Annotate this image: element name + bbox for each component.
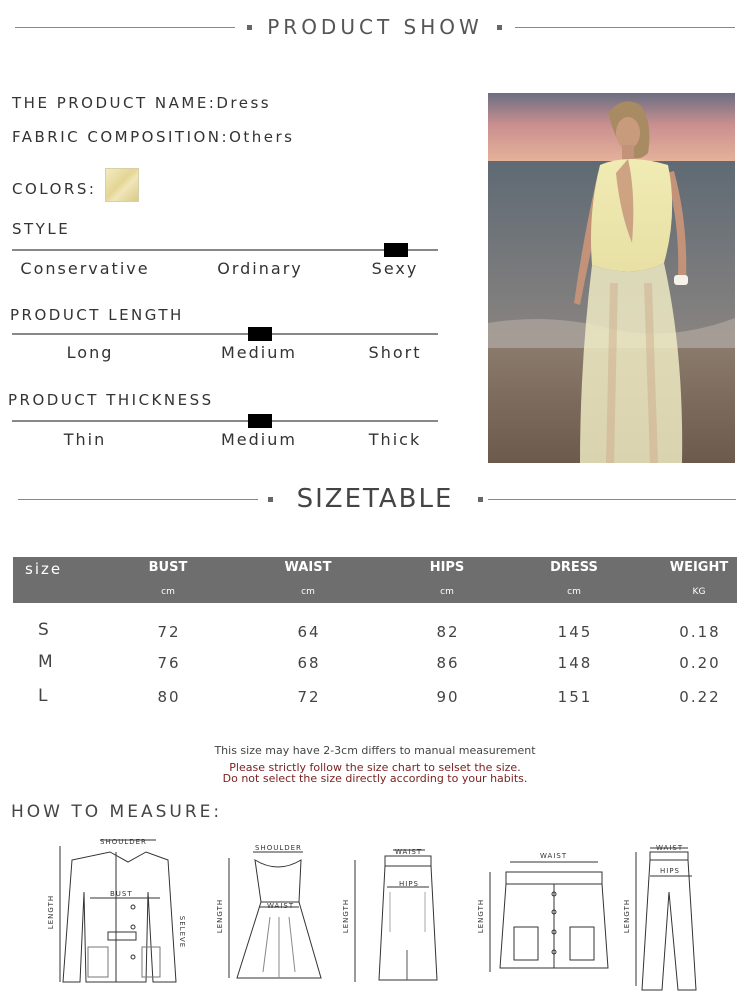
bust-unit: cm [161,587,175,597]
weight-column-header: WEIGHT [669,560,729,575]
thickness-label-medium: Medium [221,430,297,449]
thickness-label-thick: Thick [368,430,422,449]
waist-unit: cm [301,587,315,597]
shoulder-label: SHOULDER [100,838,147,846]
size-cell: M [38,652,53,672]
fabric-composition [12,128,294,146]
sleeve-label: SELEVE [178,915,187,949]
divider-dot-right [478,497,483,502]
product-photo-illustration [488,93,735,463]
waist-column-header: WAIST [284,560,332,575]
weight-unit: KG [692,587,706,597]
bust-cell: 72 [157,623,181,641]
divider-right [488,499,736,500]
measurement-note: This size may have 2-3cm differs to manual measurement [214,744,536,757]
hips-unit: cm [440,587,454,597]
style-label-sexy: Sexy [371,259,419,278]
jacket-measure-diagram [48,832,198,992]
dress-illustration [215,832,335,992]
length-scale [12,333,438,335]
waist-cell: 68 [297,654,321,672]
trousers-illustration [622,832,732,997]
length-label-short: Short [368,343,422,362]
thickness-selected-marker [248,414,272,428]
product-show-title: PRODUCT SHOW [267,15,483,39]
style-title: STYLE [12,220,71,238]
hips-label: HIPS [660,867,680,875]
product-show-header [0,12,750,42]
product-name-value: Dress [216,94,272,112]
waist-label: WAIST [656,844,684,852]
length-label: LENGTH [47,894,56,930]
waist-label: WAIST [267,902,295,910]
product-photo [488,93,735,463]
thickness-title: PRODUCT THICKNESS [8,391,214,409]
how-to-measure-title: HOW TO MEASURE: [11,802,223,822]
hips-cell: 90 [436,688,460,706]
hips-column-header: HIPS [429,560,465,575]
bust-cell: 80 [157,688,181,706]
waist-cell: 72 [297,688,321,706]
dress-cell: 145 [557,623,593,641]
size-cell: L [38,686,48,706]
thickness-scale [12,420,438,422]
size-warning-2: Do not select the size directly according to your habits. [222,772,528,785]
dress-column-header: DRESS [550,560,598,575]
style-scale [12,249,438,251]
size-column-header: size [25,560,63,578]
mini-skirt-measure-diagram [478,832,618,992]
waist-label: WAIST [395,848,423,856]
style-selected-marker [384,243,408,257]
dress-cell: 148 [557,654,593,672]
weight-cell: 0.20 [679,654,721,672]
length-label: LENGTH [216,898,225,934]
bust-column-header: BUST [148,560,188,575]
sizetable-header [0,484,750,514]
skirt-measure-diagram [342,832,445,992]
length-label: LENGTH [477,898,486,934]
waist-cell: 64 [297,623,321,641]
weight-cell: 0.18 [679,623,721,641]
length-label-long: Long [66,343,114,362]
bust-cell: 76 [157,654,181,672]
divider-right [515,27,735,28]
length-label: LENGTH [623,898,632,934]
fabric-label: FABRIC COMPOSITION: [12,128,230,146]
color-swatch[interactable] [105,168,139,202]
bust-label: BUST [110,890,133,898]
skirt-illustration [345,832,445,992]
fabric-value: Others [229,128,295,146]
jacket-illustration [48,832,198,992]
product-name-label: THE PRODUCT NAME: [12,94,217,112]
dress-measure-diagram [215,832,335,992]
size-warning-1: Please strictly follow the size chart to selset the size. [229,761,521,774]
hips-cell: 86 [436,654,460,672]
thickness-label-thin: Thin [63,430,107,449]
length-label-medium: Medium [221,343,297,362]
trousers-measure-diagram [622,832,732,997]
shoulder-label: SHOULDER [255,844,302,852]
dress-cell: 151 [557,688,593,706]
product-name [12,94,271,112]
size-table-header [13,557,737,603]
colors [12,180,96,198]
length-title: PRODUCT LENGTH [10,306,184,324]
weight-cell: 0.22 [679,688,721,706]
length-label: LENGTH [342,898,351,934]
size-cell: S [38,620,49,640]
style-label-ordinary: Ordinary [217,259,303,278]
length-selected-marker [248,327,272,341]
sizetable-title: SIZETABLE [296,484,454,514]
colors-label: COLORS: [12,180,97,198]
waist-label: WAIST [540,852,568,860]
divider-dot-right [497,25,502,30]
style-label-conservative: Conservative [20,259,150,278]
dress-unit: cm [567,587,581,597]
hips-label: HIPS [399,880,419,888]
hips-cell: 82 [436,623,460,641]
